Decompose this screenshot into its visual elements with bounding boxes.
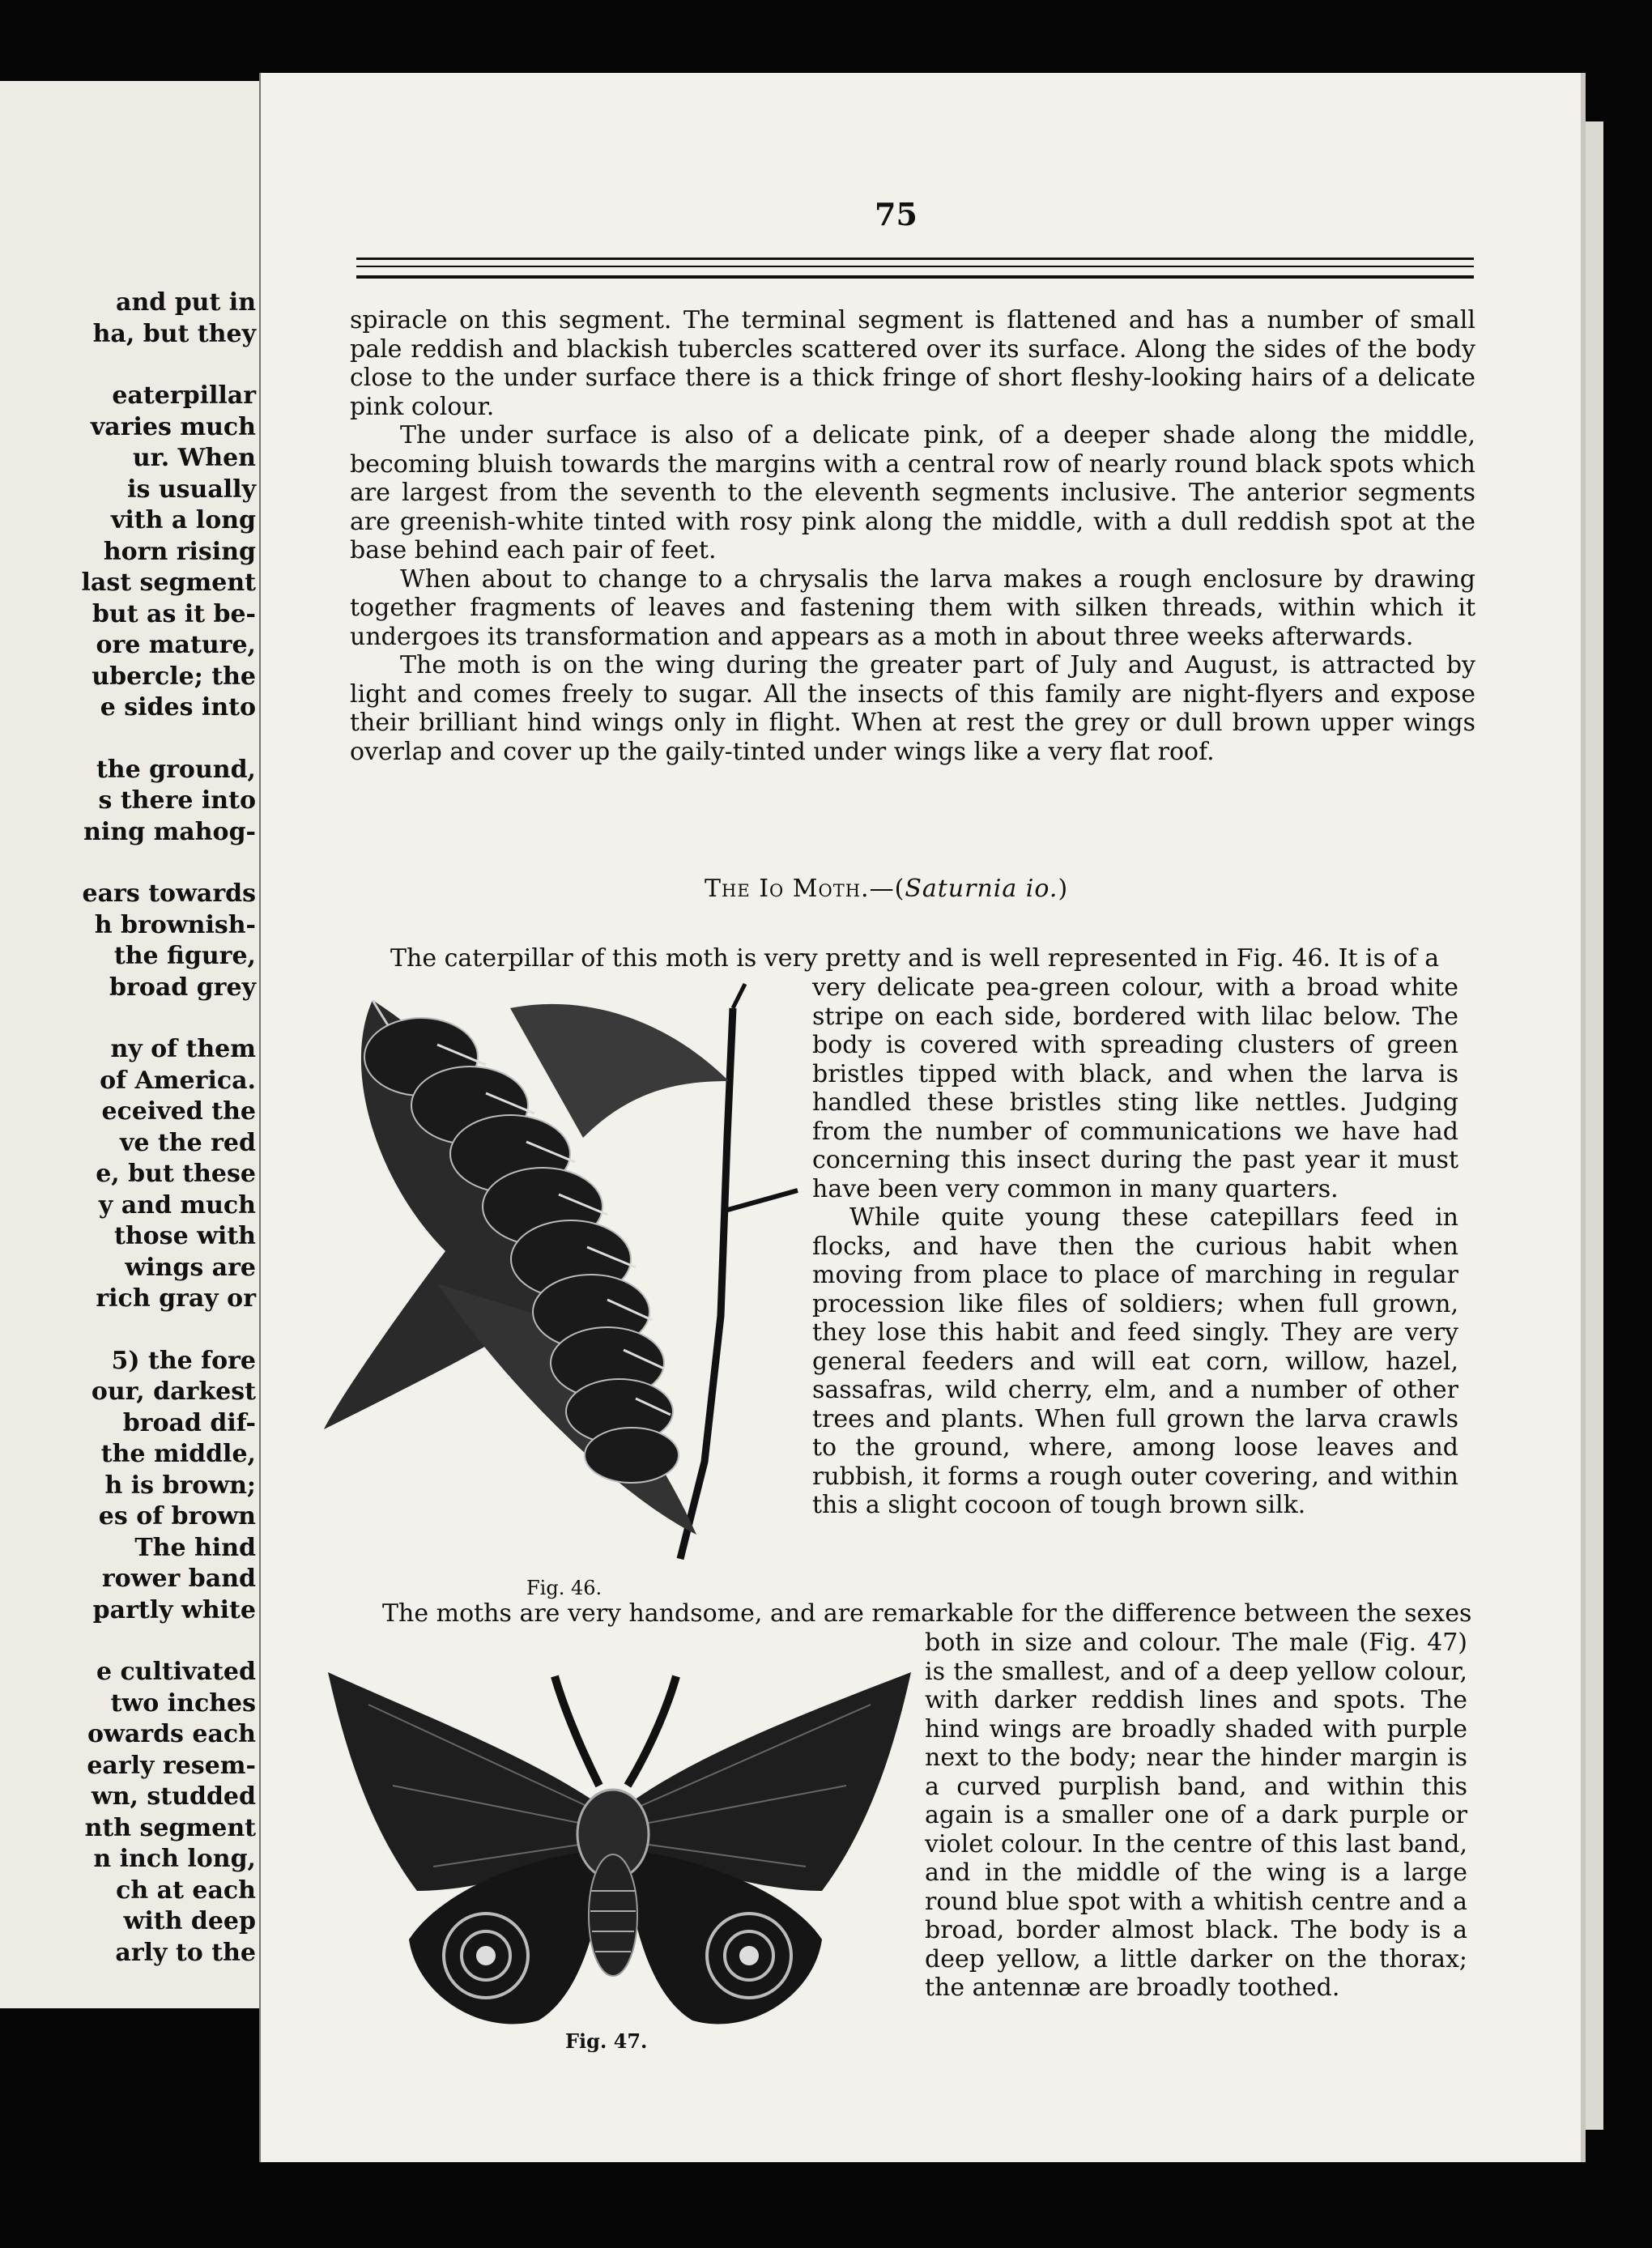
left-page-line: n inch long, — [93, 1845, 256, 1873]
left-page-line: last segment — [81, 568, 256, 597]
left-page-line: h is brown; — [104, 1471, 256, 1500]
left-page-line: ears towards — [82, 879, 256, 908]
page-edge — [1579, 121, 1603, 2130]
left-page-line: s there into — [98, 786, 256, 815]
left-page-line: vith a long — [110, 506, 256, 534]
left-page-line: es of brown — [98, 1502, 256, 1531]
header-rule — [356, 275, 1474, 279]
paragraph: When about to change to a chrysalis the larva makes a rough enclosure by drawing together fragments of leaves and fastening them with silken threads, within which it undergoes its transformation and appears as a moth in about three weeks afterwards. — [350, 564, 1475, 651]
left-page-line: broad grey — [109, 973, 256, 1002]
header-rule — [356, 266, 1474, 267]
left-page-line: ch at each — [116, 1875, 256, 1905]
left-page-line: the middle, — [100, 1440, 256, 1468]
left-page-line: The hind — [134, 1533, 256, 1562]
left-page-line: broad dif- — [122, 1408, 256, 1437]
left-page-line: ve the red — [119, 1128, 256, 1157]
right-column-text-2: both in size and colour. The male (Fig. 47) is the smallest, and of a deep yellow colour, with darker reddish lines and spots. The hind wings are broadly shaded with purple next to the body; near the hinder margin is a curved purplish band, and within this again is a smaller one of a dark purple or violet colour. In the centre of this last band, and in the middle of the wing is a large round blue spot with a whitish centre and a broad, border almost black. The body is a deep yellow, a little darker on the thorax; the antennæ are broadly toothed. — [925, 1629, 1467, 2002]
line-gap — [0, 1626, 256, 1657]
left-page-line: is usually — [127, 475, 256, 504]
line-gap — [0, 724, 256, 755]
left-page-line: y and much — [98, 1190, 256, 1220]
heading-latin-name: Saturnia io. — [905, 875, 1058, 903]
header-rule — [356, 258, 1474, 260]
body-text-top — [350, 306, 1475, 766]
paragraph-lead: The moths are very handsome, and are remarkable for the difference between the sexes — [382, 1599, 1472, 1628]
left-page-line: 5) the fore — [111, 1346, 256, 1375]
heading-dash: —( — [869, 875, 905, 903]
left-page-line: partly white — [92, 1595, 256, 1624]
left-page-line: ore mature, — [96, 631, 256, 659]
paragraph: While quite young these catepillars feed in flocks, and have then the curious habit when moving from place to place of marching in regular procession like files of soldiers; when full grown, they lose this habit and feed singly. They are very general feeders and will eat corn, willow, hazel, sassafras, wild cherry, elm, and a number of other trees and plants. When full grown the larva crawls to the ground, where, among loose leaves and rubbish, it forms a rough outer covering, and within this a slight cocoon of tough brown silk. — [812, 1203, 1458, 1519]
paragraph: spiracle on this segment. The terminal segment is flattened and has a number of small pale reddish and blackish tubercles scattered over its surface. Along the sides of the body close to the under surface there is a thick fringe of short fleshy-looking hairs of a delicate pink colour. — [350, 306, 1475, 421]
left-page-line: nth segment — [84, 1813, 256, 1842]
left-page-line: early resem- — [87, 1751, 256, 1780]
section-heading — [705, 875, 1068, 903]
paragraph-lead: The caterpillar of this moth is very pretty and is well represented in Fig. 46. It is of a — [390, 944, 1440, 973]
left-page-line: our, darkest — [91, 1377, 256, 1406]
left-page-line: the ground, — [96, 755, 256, 784]
figure-47-moth — [320, 1648, 919, 2053]
page-number: 75 — [875, 196, 918, 232]
left-page-line: and put in — [116, 288, 256, 317]
left-page-line: with deep — [123, 1907, 256, 1935]
left-page-line: two inches — [110, 1688, 256, 1718]
right-column-text — [812, 973, 1458, 1520]
left-page-line: arly to the — [115, 1938, 256, 1967]
figure-46-caterpillar — [324, 976, 810, 1591]
left-page-line: wings are — [125, 1253, 256, 1282]
line-gap — [0, 848, 256, 879]
left-page-line: h brownish- — [94, 910, 256, 939]
left-page-line: wn, studded — [91, 1782, 256, 1811]
left-page-line: those with — [114, 1222, 256, 1250]
left-page-line: but as it be- — [92, 599, 256, 628]
line-gap — [0, 1315, 256, 1346]
left-page-line: rich gray or — [96, 1284, 256, 1313]
left-page-line: e, but these — [96, 1160, 256, 1188]
left-facing-page — [0, 81, 268, 2008]
left-page-line: ha, but they — [92, 319, 256, 348]
left-page-line: varies much — [90, 412, 256, 441]
left-page-line: e cultivated — [96, 1658, 256, 1686]
left-page-line: rower band — [101, 1565, 256, 1593]
left-page-line: of America. — [100, 1066, 256, 1095]
left-page-line: ning mahog- — [83, 817, 256, 846]
line-gap — [0, 350, 256, 381]
paragraph: The moth is on the wing during the greater part of July and August, is attracted by light and comes freely to sugar. All the insects of this family are night-flyers and expose their brilliant hind wings only in flight. When at rest the grey or dull brown upper wings overlap and cover up the gaily-tinted under wings like a very flat roof. — [350, 651, 1475, 766]
line-gap — [0, 1003, 256, 1034]
left-page-line: eaterpillar — [112, 381, 256, 410]
figure-47-caption: Fig. 47. — [565, 2029, 648, 2053]
heading-close: ) — [1058, 875, 1069, 903]
figure-46-caption: Fig. 46. — [526, 1577, 602, 1599]
left-page-line: eceived the — [101, 1097, 256, 1126]
left-page-line: owards each — [87, 1720, 256, 1748]
paragraph: The under surface is also of a delicate pink, of a deeper shade along the middle, becoming bluish towards the margins with a central row of nearly round black spots which are largest from the seventh to the eleventh segments inclusive. The anterior segments are greenish-white tinted with rosy pink along the middle, with a dull reddish spot at the base behind each pair of feet. — [350, 421, 1475, 564]
left-page-line: e sides into — [100, 693, 256, 722]
paragraph: very delicate pea-green colour, with a broad white stripe on each side, bordered with lilac below. The body is covered with spreading clusters of green bristles tipped with black, and when the larva is handled these bristles sting like nettles. Judging from the number of communications we have had concerning this insect during the past year it must have been very common in many quarters. — [812, 973, 1458, 1203]
left-page-text — [0, 287, 256, 1969]
left-page-line: ubercle; the — [92, 662, 256, 691]
left-page-line: ur. When — [132, 444, 256, 472]
left-page-line: ny of them — [110, 1035, 256, 1063]
left-page-line: the figure, — [113, 942, 256, 970]
heading-title: The Io Moth. — [705, 875, 870, 903]
left-page-line: horn rising — [103, 537, 256, 566]
